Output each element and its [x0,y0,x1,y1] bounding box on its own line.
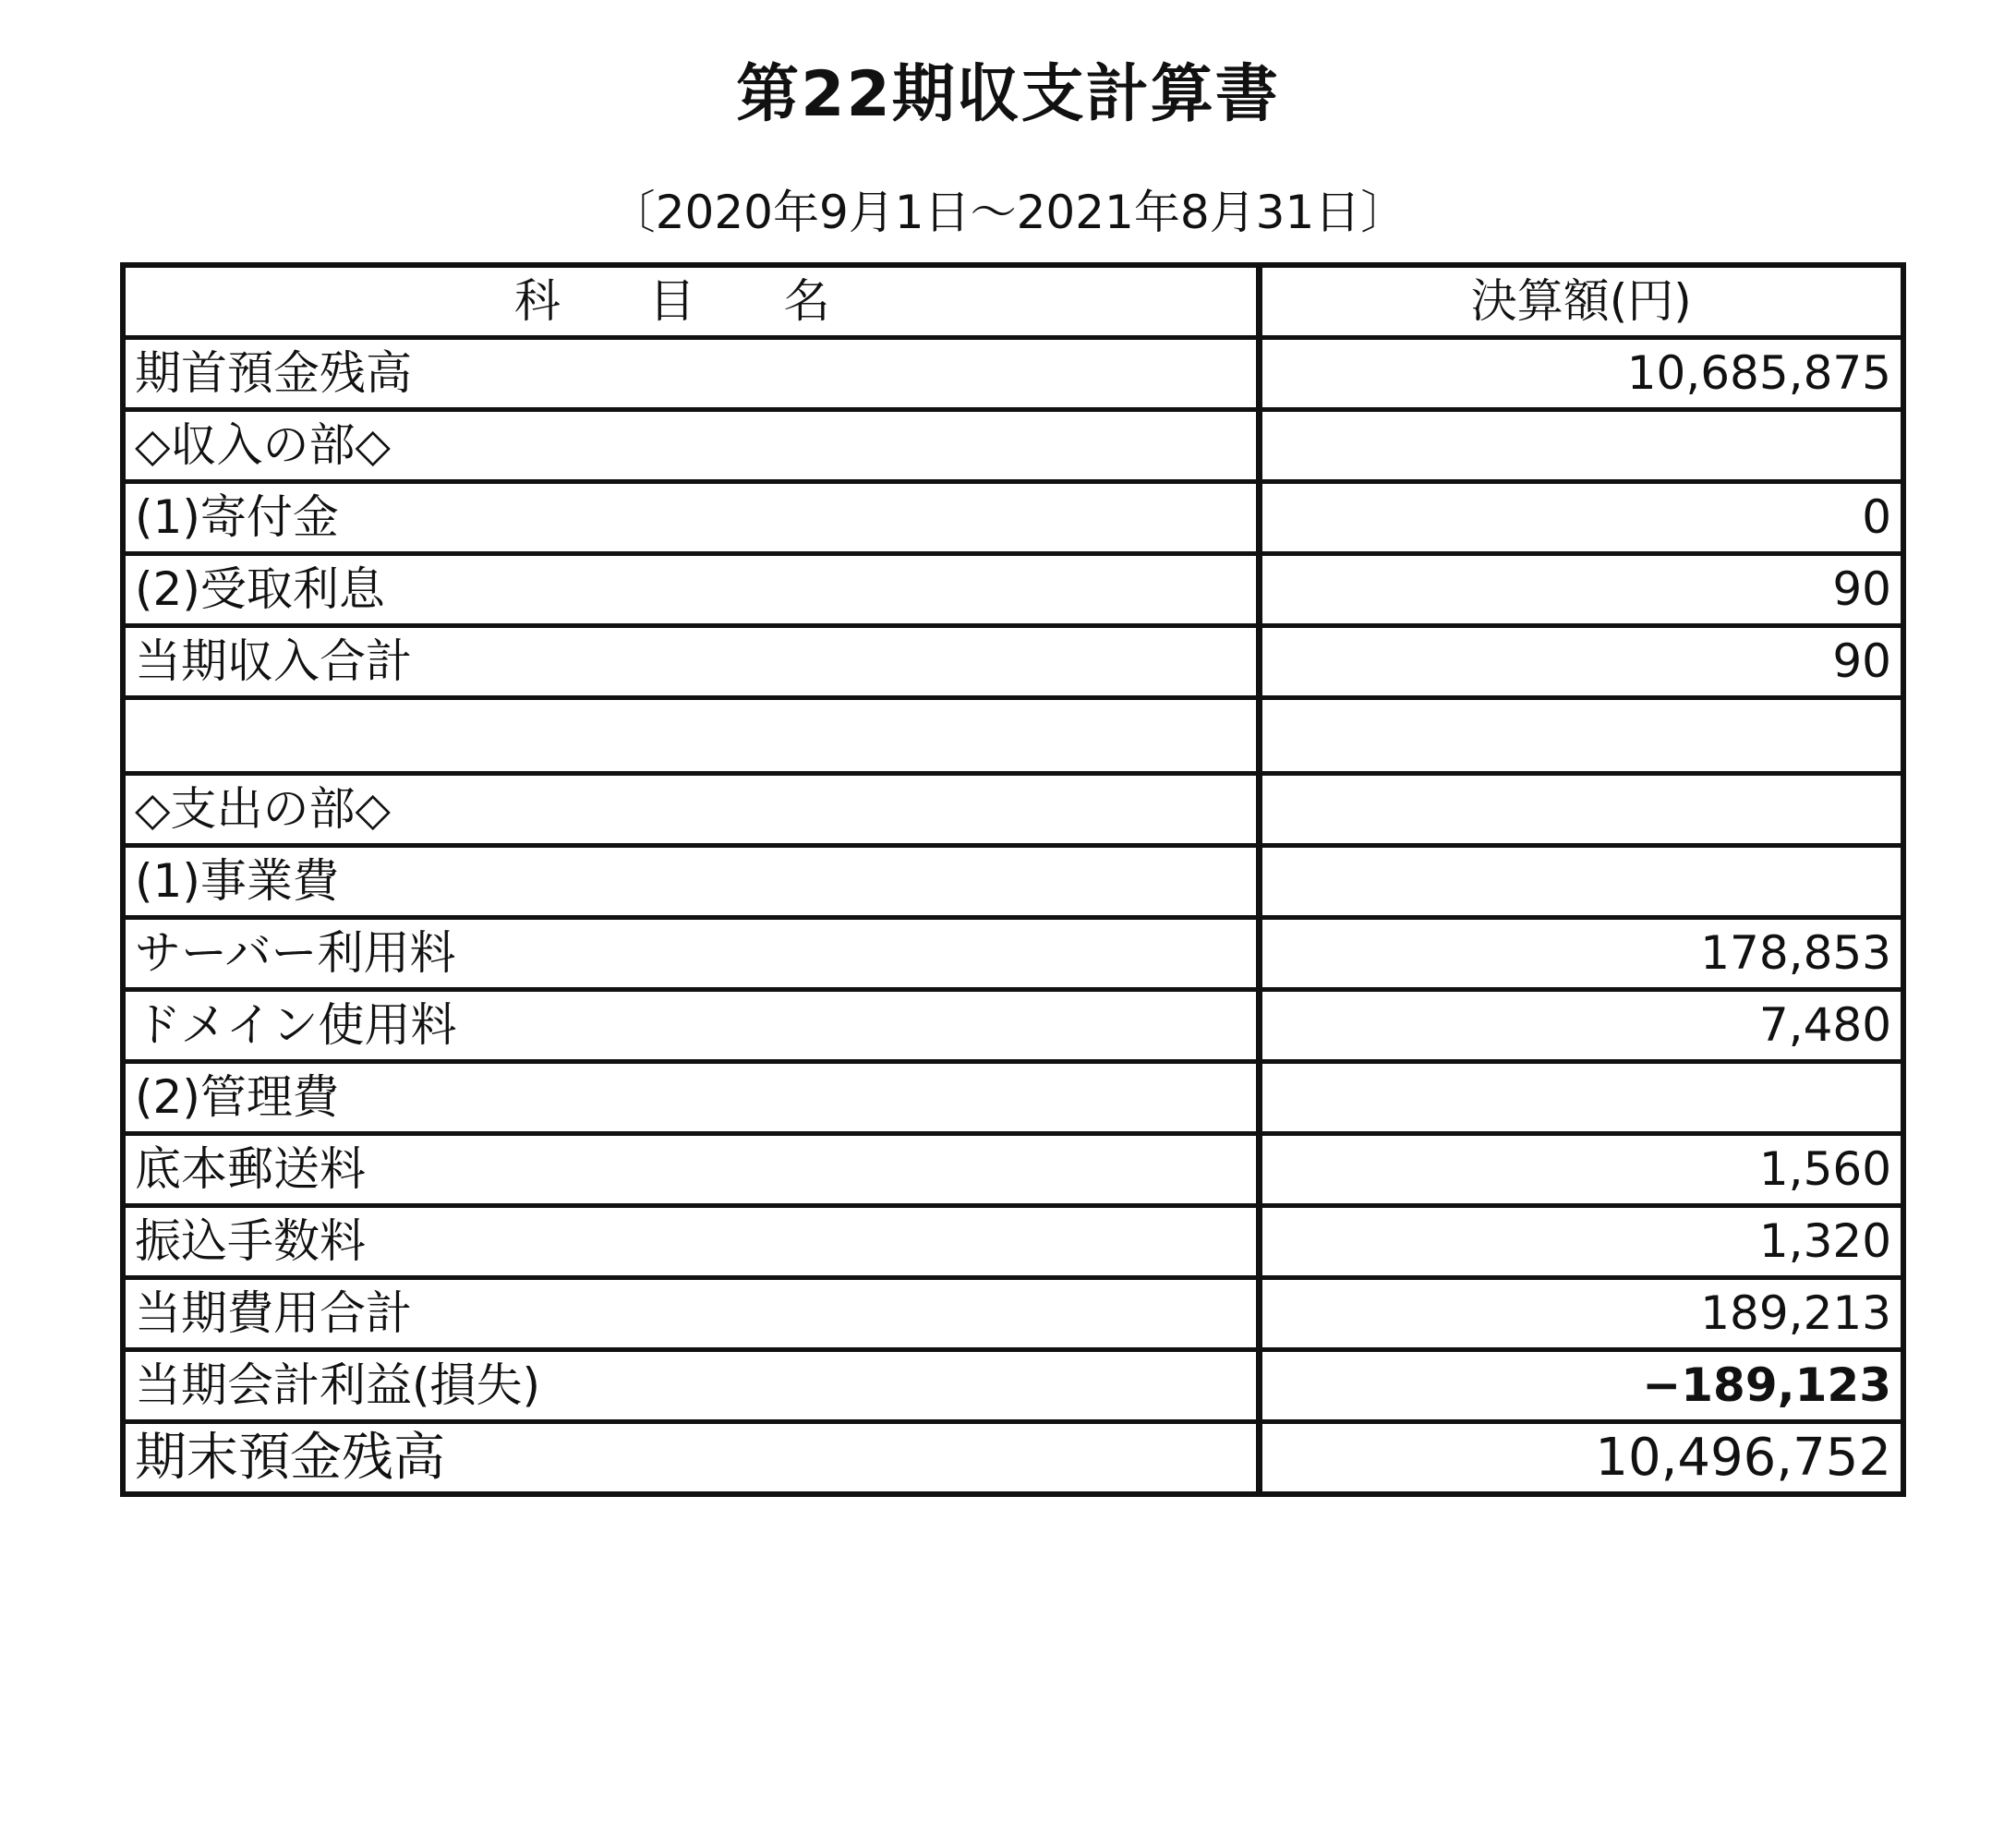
row-label: 当期費用合計 [123,1278,1259,1350]
row-amount: 178,853 [1259,918,1903,990]
row-label: ドメイン使用料 [123,990,1259,1062]
table-row [123,1206,1903,1278]
row-amount [1259,410,1903,482]
row-amount [1259,698,1903,774]
row-amount: 0 [1259,482,1903,554]
table-row [123,338,1903,410]
table-row [123,846,1903,918]
row-amount: −189,123 [1259,1350,1903,1422]
row-label: (2)管理費 [123,1062,1259,1134]
row-label: (1)寄付金 [123,482,1259,554]
row-label: 底本郵送料 [123,1134,1259,1206]
row-amount: 189,213 [1259,1278,1903,1350]
row-label: 振込手数料 [123,1206,1259,1278]
header-item-name: 科 目 名 [123,265,1259,338]
row-label: (1)事業費 [123,846,1259,918]
row-label: 期末預金残高 [123,1422,1259,1495]
row-amount [1259,774,1903,846]
table-row-ending-balance [123,1422,1903,1495]
row-label: 当期収入合計 [123,626,1259,698]
fiscal-period: 〔2020年9月1日～2021年8月31日〕 [609,186,1407,239]
row-amount [1259,1062,1903,1134]
row-label: ◇支出の部◇ [123,774,1259,846]
income-expense-table [120,262,1906,1497]
row-amount: 1,320 [1259,1206,1903,1278]
row-label [123,698,1259,774]
row-amount: 10,496,752 [1259,1422,1903,1495]
table-row [123,1278,1903,1350]
table-row-profit-loss [123,1350,1903,1422]
table-row [123,410,1903,482]
row-amount: 90 [1259,554,1903,626]
row-amount [1259,846,1903,918]
table-row [123,1062,1903,1134]
table-row [123,774,1903,846]
document-title: 第22期収支計算書 [736,58,1280,131]
row-amount: 1,560 [1259,1134,1903,1206]
table-row [123,626,1903,698]
table-row [123,482,1903,554]
row-amount: 90 [1259,626,1903,698]
row-label: ◇収入の部◇ [123,410,1259,482]
row-label: (2)受取利息 [123,554,1259,626]
row-label: 期首預金残高 [123,338,1259,410]
table-row-blank [123,698,1903,774]
header-amount: 決算額(円) [1259,265,1903,338]
table-row [123,554,1903,626]
row-amount: 7,480 [1259,990,1903,1062]
table-row [123,918,1903,990]
table-header-row [123,265,1903,338]
table-row [123,990,1903,1062]
row-label: サーバー利用料 [123,918,1259,990]
table-row [123,1134,1903,1206]
row-amount: 10,685,875 [1259,338,1903,410]
row-label: 当期会計利益(損失) [123,1350,1259,1422]
